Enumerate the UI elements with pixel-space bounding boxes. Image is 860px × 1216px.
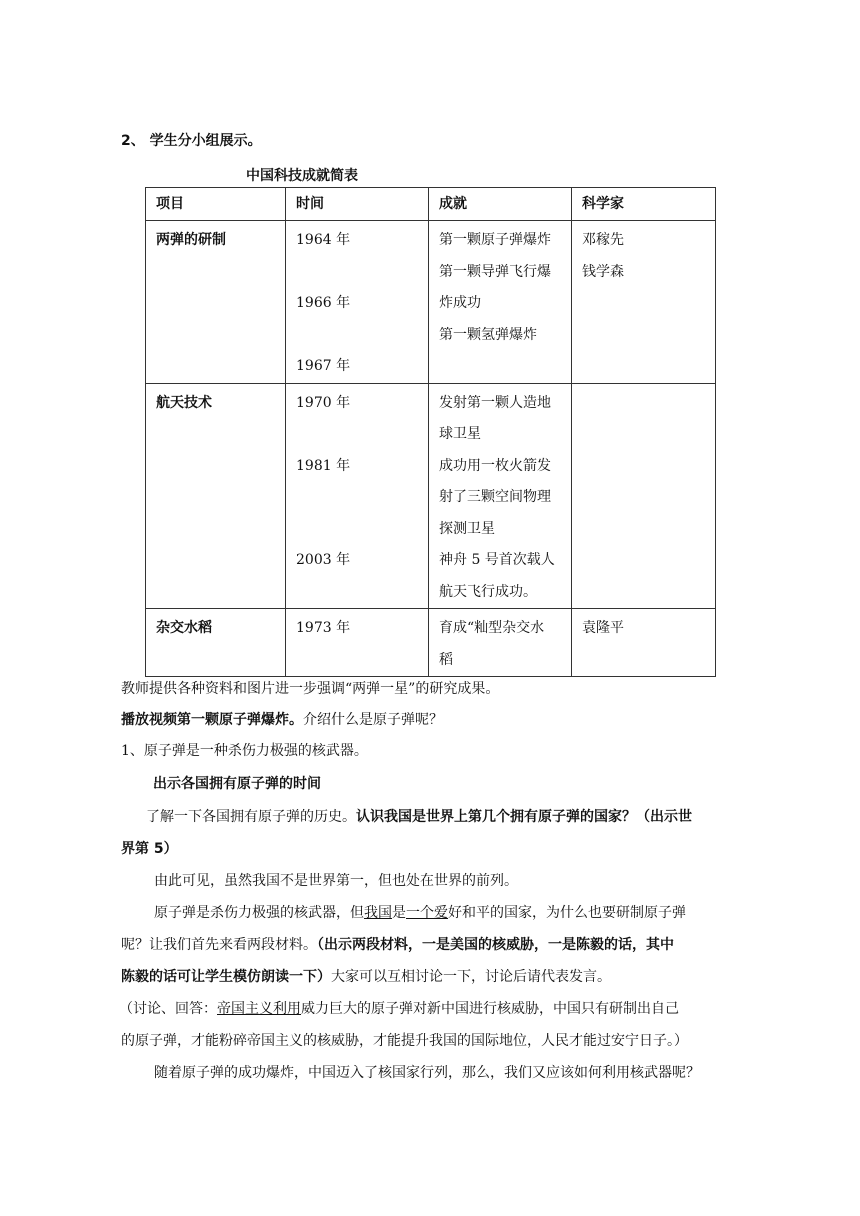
- achievement-line: 第一颗氢弹爆炸: [439, 326, 537, 343]
- paragraph: [121, 709, 443, 729]
- header-achievement: 成就: [429, 188, 572, 221]
- paragraph: 随着原子弹的成功爆炸，中国迈入了核国家行列，那么，我们又应该如何利用核武器呢？: [154, 1065, 700, 1081]
- project-cell: 两弹的研制: [146, 221, 286, 384]
- header-project: 项目: [146, 188, 286, 221]
- paragraph: [121, 934, 674, 954]
- achievement-line: 探测卫星: [439, 520, 495, 537]
- time-line: 1964 年: [296, 232, 351, 248]
- achievement-line: 育成“籼型杂交水: [439, 620, 545, 636]
- underlined-text: 一个爱: [406, 905, 448, 921]
- paragraph-text: 是: [392, 905, 406, 921]
- scientist-cell: [572, 383, 716, 609]
- paragraph: [121, 966, 611, 986]
- paragraph-text: （讨论、回答：: [119, 1001, 217, 1017]
- paragraph-bold: 认识我国是世界上第几个拥有原子弹的国家？（出示世: [356, 809, 692, 825]
- paragraph-text: 介绍什么是原子弹呢？: [303, 712, 443, 728]
- paragraph: [119, 998, 679, 1018]
- achievement-line: 稻: [439, 651, 453, 668]
- achievement-line: 成功用一枚火箭发: [439, 457, 551, 474]
- table-row: [146, 609, 716, 677]
- paragraph-text: 呢？让我们首先来看两段材料。: [121, 937, 317, 953]
- time-line: 1970 年: [296, 394, 351, 411]
- project-cell: 航天技术: [146, 383, 286, 609]
- paragraph-text: 威力巨大的原子弹对新中国进行核威胁，中国只有研制出自己: [301, 1001, 679, 1017]
- time-line: 1981 年: [296, 457, 351, 474]
- table-row: [146, 221, 716, 384]
- achievement-cell: [429, 609, 572, 677]
- paragraph-text: 好和平的国家，为什么也要研制原子弹: [448, 905, 686, 921]
- achievement-line: 神舟 5 号首次载人: [439, 552, 555, 568]
- header-scientist: 科学家: [572, 188, 716, 221]
- achievement-line: 球卫星: [439, 426, 481, 442]
- time-cell: [286, 221, 429, 384]
- achievement-line: 炸成功: [439, 295, 481, 311]
- time-cell: [286, 383, 429, 609]
- time-line: 1966 年: [296, 295, 351, 311]
- underlined-text: 帝国主义利用: [217, 1001, 301, 1017]
- paragraph: 的原子弹，才能粉碎帝国主义的核威胁，才能提升我国的国际地位，人民才能过安宁日子。）: [121, 1033, 688, 1049]
- table-row: [146, 383, 716, 609]
- paragraph: 教师提供各种资料和图片进一步强调“两弹一星”的研究成果。: [121, 681, 500, 697]
- paragraph-bold: 陈毅的话可让学生模仿朗读一下）: [121, 969, 331, 985]
- achievement-line: 射了三颗空间物理: [439, 489, 551, 505]
- achievement-cell: [429, 221, 572, 384]
- table-header-row: [146, 188, 716, 221]
- achievement-line: 第一颗原子弹爆炸: [439, 232, 551, 248]
- paragraph-bold: 出示各国拥有原子弹的时间: [153, 776, 321, 792]
- achievement-line: 发射第一颗人造地: [439, 394, 551, 411]
- time-cell: [286, 609, 429, 677]
- section-heading: 2、 学生分小组展示。: [121, 133, 262, 149]
- paragraph-bold: 界第 5）: [121, 841, 178, 857]
- paragraph-bold: 播放视频第一颗原子弹爆炸。: [121, 712, 303, 728]
- achievements-table: [145, 187, 716, 677]
- achievement-cell: [429, 383, 572, 609]
- project-cell: 杂交水稻: [146, 609, 286, 677]
- time-line: 1967 年: [296, 358, 351, 374]
- time-line: 2003 年: [296, 552, 351, 568]
- scientist-cell: [572, 221, 716, 384]
- paragraph: [146, 806, 692, 826]
- scientist-line: 袁隆平: [582, 620, 624, 636]
- time-line: 1973 年: [296, 620, 351, 636]
- paragraph-text: 原子弹是杀伤力极强的核武器，但: [154, 905, 364, 921]
- paragraph-text: 了解一下各国拥有原子弹的历史。: [146, 809, 356, 825]
- underlined-text: 我国: [364, 905, 392, 921]
- header-time: 时间: [286, 188, 429, 221]
- paragraph: 1、原子弹是一种杀伤力极强的核武器。: [121, 743, 368, 759]
- scientist-line: 邓稼先: [582, 232, 624, 248]
- paragraph: 由此可见，虽然我国不是世界第一，但也处在世界的前列。: [154, 873, 518, 889]
- paragraph: [154, 902, 686, 922]
- scientist-line: 钱学森: [582, 263, 624, 280]
- table-caption: 中国科技成就简表: [246, 168, 358, 184]
- achievement-line: 第一颗导弹飞行爆: [439, 263, 551, 280]
- paragraph-bold: （出示两段材料，一是美国的核威胁，一是陈毅的话，其中: [317, 937, 674, 953]
- scientist-cell: [572, 609, 716, 677]
- paragraph-text: 大家可以互相讨论一下，讨论后请代表发言。: [331, 969, 611, 985]
- achievement-line: 航天飞行成功。: [439, 583, 537, 600]
